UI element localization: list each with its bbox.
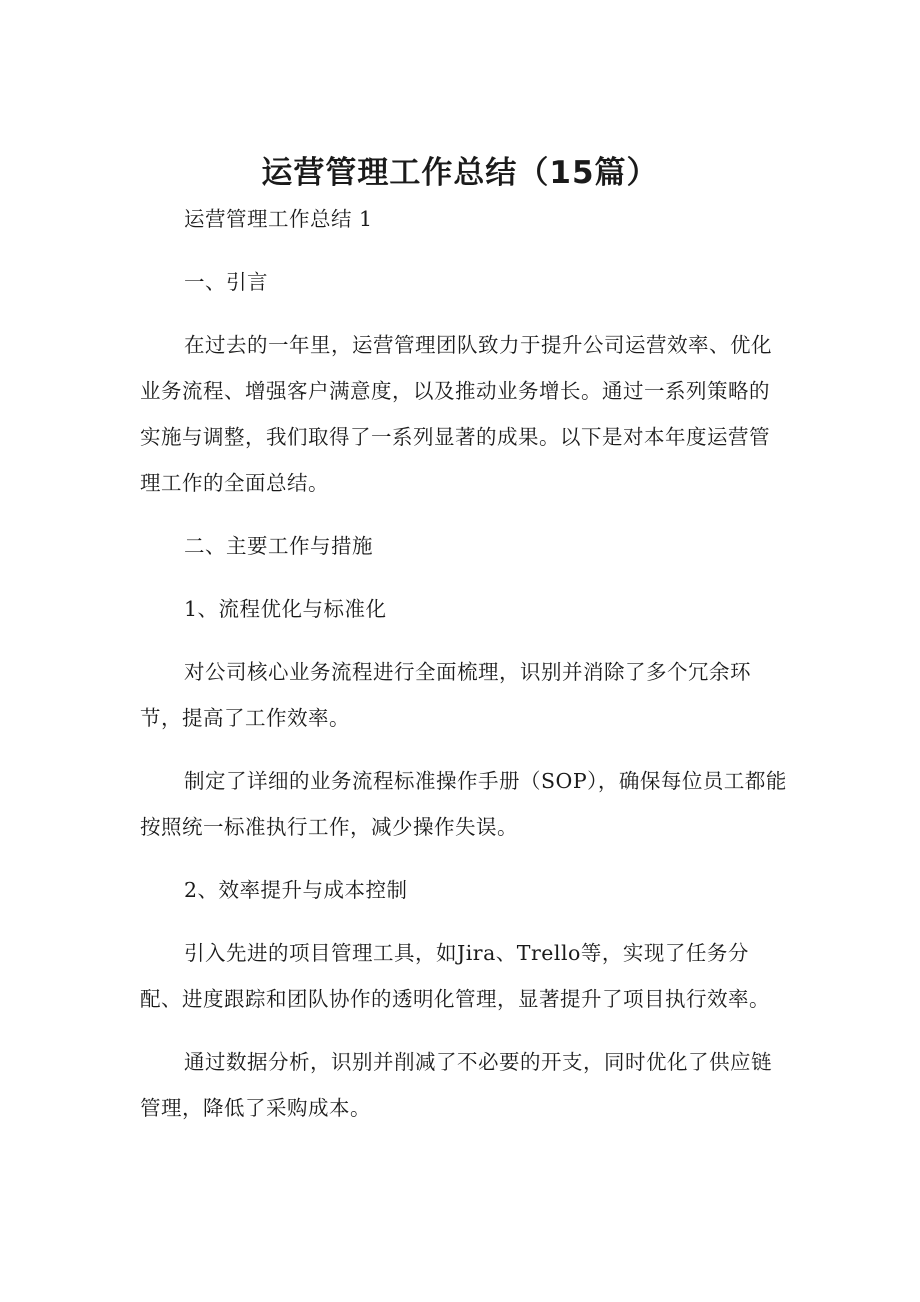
section-heading: 一、引言 bbox=[184, 270, 268, 294]
subsection-heading: 1、流程优化与标准化 bbox=[184, 597, 387, 621]
body-paragraph: 制定了详细的业务流程标准操作手册（SOP），确保每位员工都能按照统一标准执行工作，减少操作失误。 bbox=[140, 769, 787, 839]
body-paragraph: 引入先进的项目管理工具，如Jira、Trello等，实现了任务分配、进度跟踪和团队协作的透明化管理，显著提升了项目执行效率。 bbox=[140, 941, 770, 1011]
body-paragraph: 通过数据分析，识别并削减了不必要的开支，同时优化了供应链管理，降低了采购成本。 bbox=[140, 1050, 772, 1120]
section-heading: 二、主要工作与措施 bbox=[184, 534, 373, 558]
section-heading: 运营管理工作总结 1 bbox=[184, 207, 373, 231]
document-title: 运营管理工作总结（15篇） bbox=[261, 155, 659, 191]
document-body bbox=[140, 196, 790, 1148]
body-paragraph: 对公司核心业务流程进行全面梳理，识别并消除了多个冗余环节，提高了工作效率。 bbox=[140, 660, 751, 730]
subsection-heading: 2、效率提升与成本控制 bbox=[184, 878, 408, 902]
body-paragraph: 在过去的一年里，运营管理团队致力于提升公司运营效率、优化业务流程、增强客户满意度，以及推动业务增长。通过一系列策略的实施与调整，我们取得了一系列显著的成果。以下是对本年度运营管理工作的全面总结。 bbox=[140, 333, 772, 495]
